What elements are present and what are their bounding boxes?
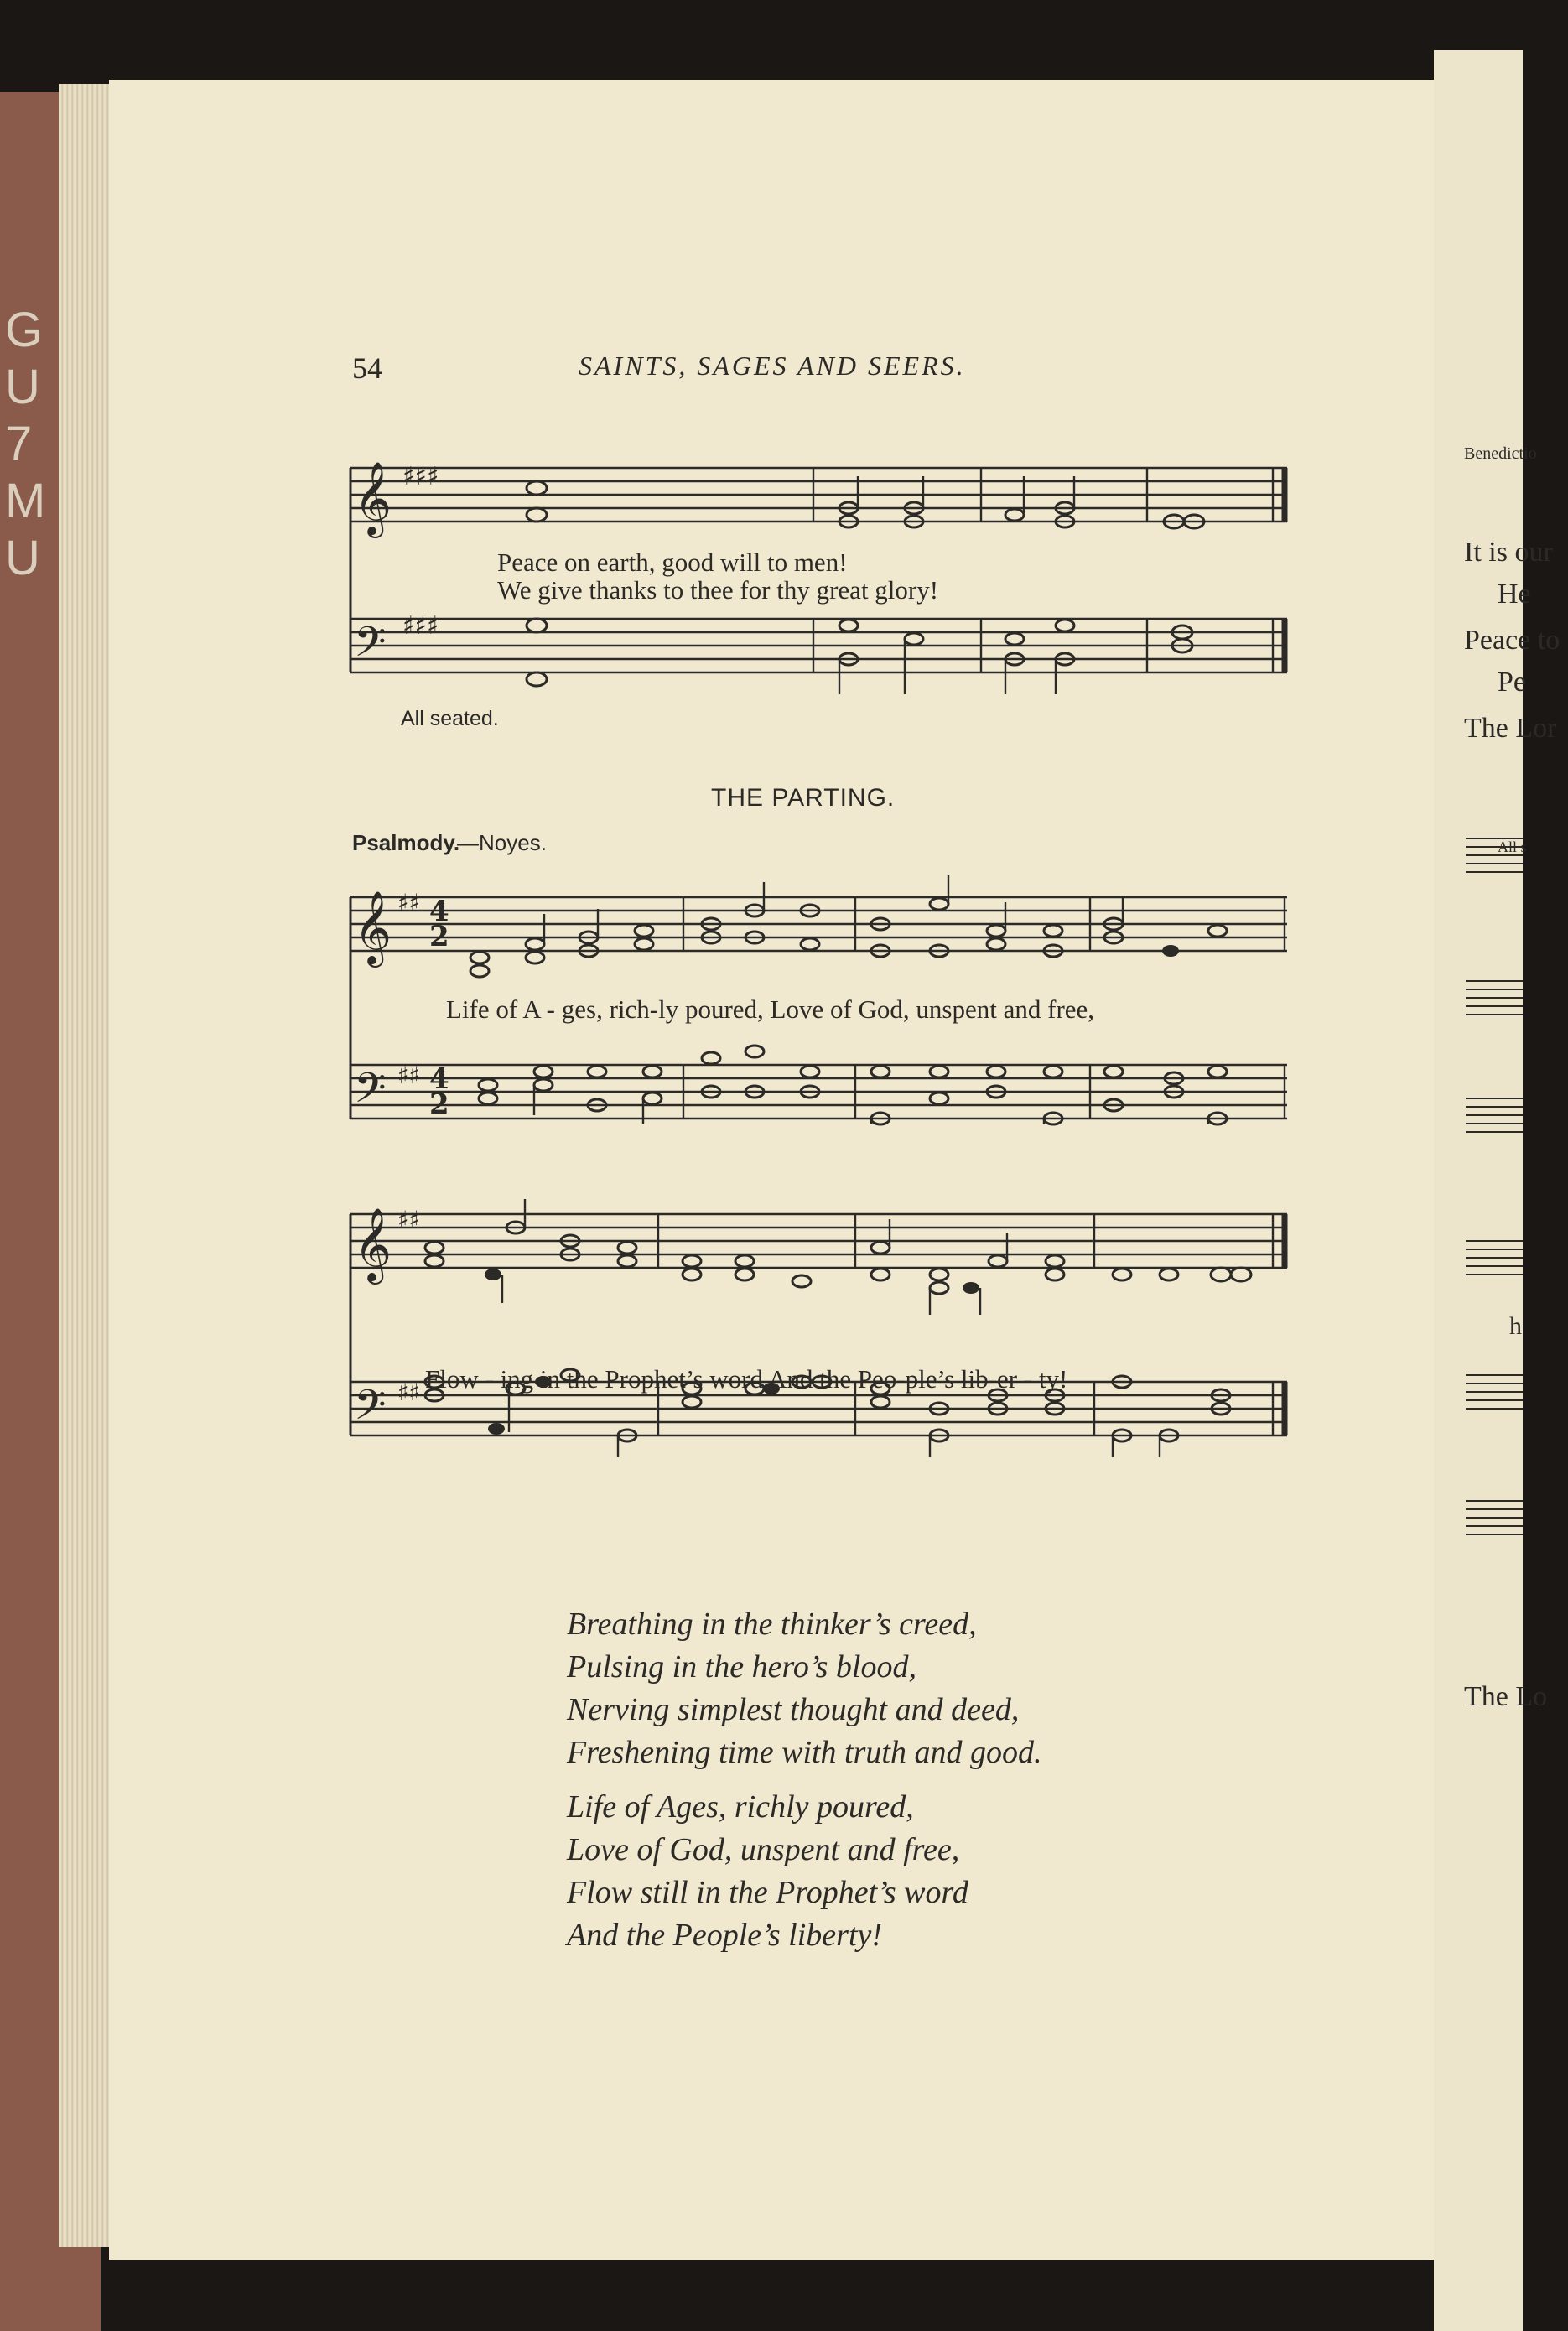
next-page-line: He	[1498, 579, 1531, 610]
verse-line: Life of Ages, richly poured,	[567, 1789, 914, 1825]
svg-text:♯♯: ♯♯	[397, 1206, 421, 1233]
svg-text:♯♯: ♯♯	[397, 1378, 421, 1406]
svg-text:♯♯♯: ♯♯♯	[402, 462, 439, 491]
score-1-lyric-line-1: Peace on earth, good will to men!	[497, 548, 848, 577]
hymn-lyric-system-1: Life of A - ges, rich-ly poured, Love of God, unspent and free,	[446, 994, 1095, 1024]
svg-text:♯♯♯: ♯♯♯	[402, 611, 439, 641]
svg-text:𝄢: 𝄢	[354, 1064, 387, 1123]
next-page-line: Benedictio	[1464, 444, 1537, 463]
running-head: SAINTS, SAGES AND SEERS.	[579, 350, 966, 381]
cover-edge-letters: G U 7 M U	[5, 303, 48, 585]
page-number: 54	[352, 351, 382, 385]
next-page-line: It is our	[1464, 537, 1553, 568]
next-page-line: Pe	[1498, 667, 1526, 698]
hymn-title: THE PARTING.	[711, 784, 896, 812]
tune-label: Psalmody.	[352, 830, 460, 855]
svg-text:𝄞: 𝄞	[354, 890, 392, 964]
svg-text:2: 2	[429, 920, 449, 953]
score-1-footnote: All seated.	[401, 707, 499, 730]
tune-author: —Noyes.	[457, 830, 547, 855]
verse-line: And the People’s liberty!	[567, 1918, 883, 1953]
verse-line: Pulsing in the hero’s blood,	[567, 1649, 916, 1685]
next-page-music-fragments	[1464, 805, 1548, 1811]
hymn-system-2	[335, 1189, 1308, 1457]
verse-line: Flow still in the Prophet’s word	[567, 1875, 968, 1910]
svg-text:𝄢: 𝄢	[354, 1381, 387, 1440]
verse-line: Breathing in the thinker’s creed,	[567, 1607, 977, 1642]
verse-stanza-1	[567, 1603, 1041, 1774]
next-page-line: h	[1509, 1312, 1522, 1340]
svg-text:4: 4	[429, 1062, 449, 1096]
next-page-line: All s	[1498, 838, 1527, 855]
svg-text:♯♯: ♯♯	[397, 889, 421, 916]
svg-text:4: 4	[429, 895, 449, 928]
verse-line: Freshening time with truth and good.	[567, 1735, 1042, 1770]
hymn-system-2-staves	[335, 1189, 1308, 1457]
verse-stanza-2	[567, 1786, 968, 1957]
score-1-lyric-line-2: We give thanks to thee for thy great glory!	[497, 575, 939, 605]
hymn-lyric-system-2: Flow - ing in the Prophet’s word And the Peo-ple’s lib-er - ty!	[425, 1364, 1068, 1394]
next-page-line: Peace to	[1464, 625, 1560, 656]
next-page-line: The Lor	[1464, 713, 1557, 744]
svg-text:𝄞: 𝄞	[354, 460, 392, 535]
verse-line: Love of God, unspent and free,	[567, 1832, 960, 1867]
verse-line: Nerving simplest thought and deed,	[567, 1692, 1020, 1727]
next-page-line: The Lo	[1464, 1681, 1548, 1712]
svg-text:♯♯: ♯♯	[397, 1062, 421, 1089]
svg-text:2: 2	[429, 1088, 449, 1121]
svg-text:𝄞: 𝄞	[354, 1207, 392, 1281]
svg-text:𝄢: 𝄢	[354, 618, 387, 677]
